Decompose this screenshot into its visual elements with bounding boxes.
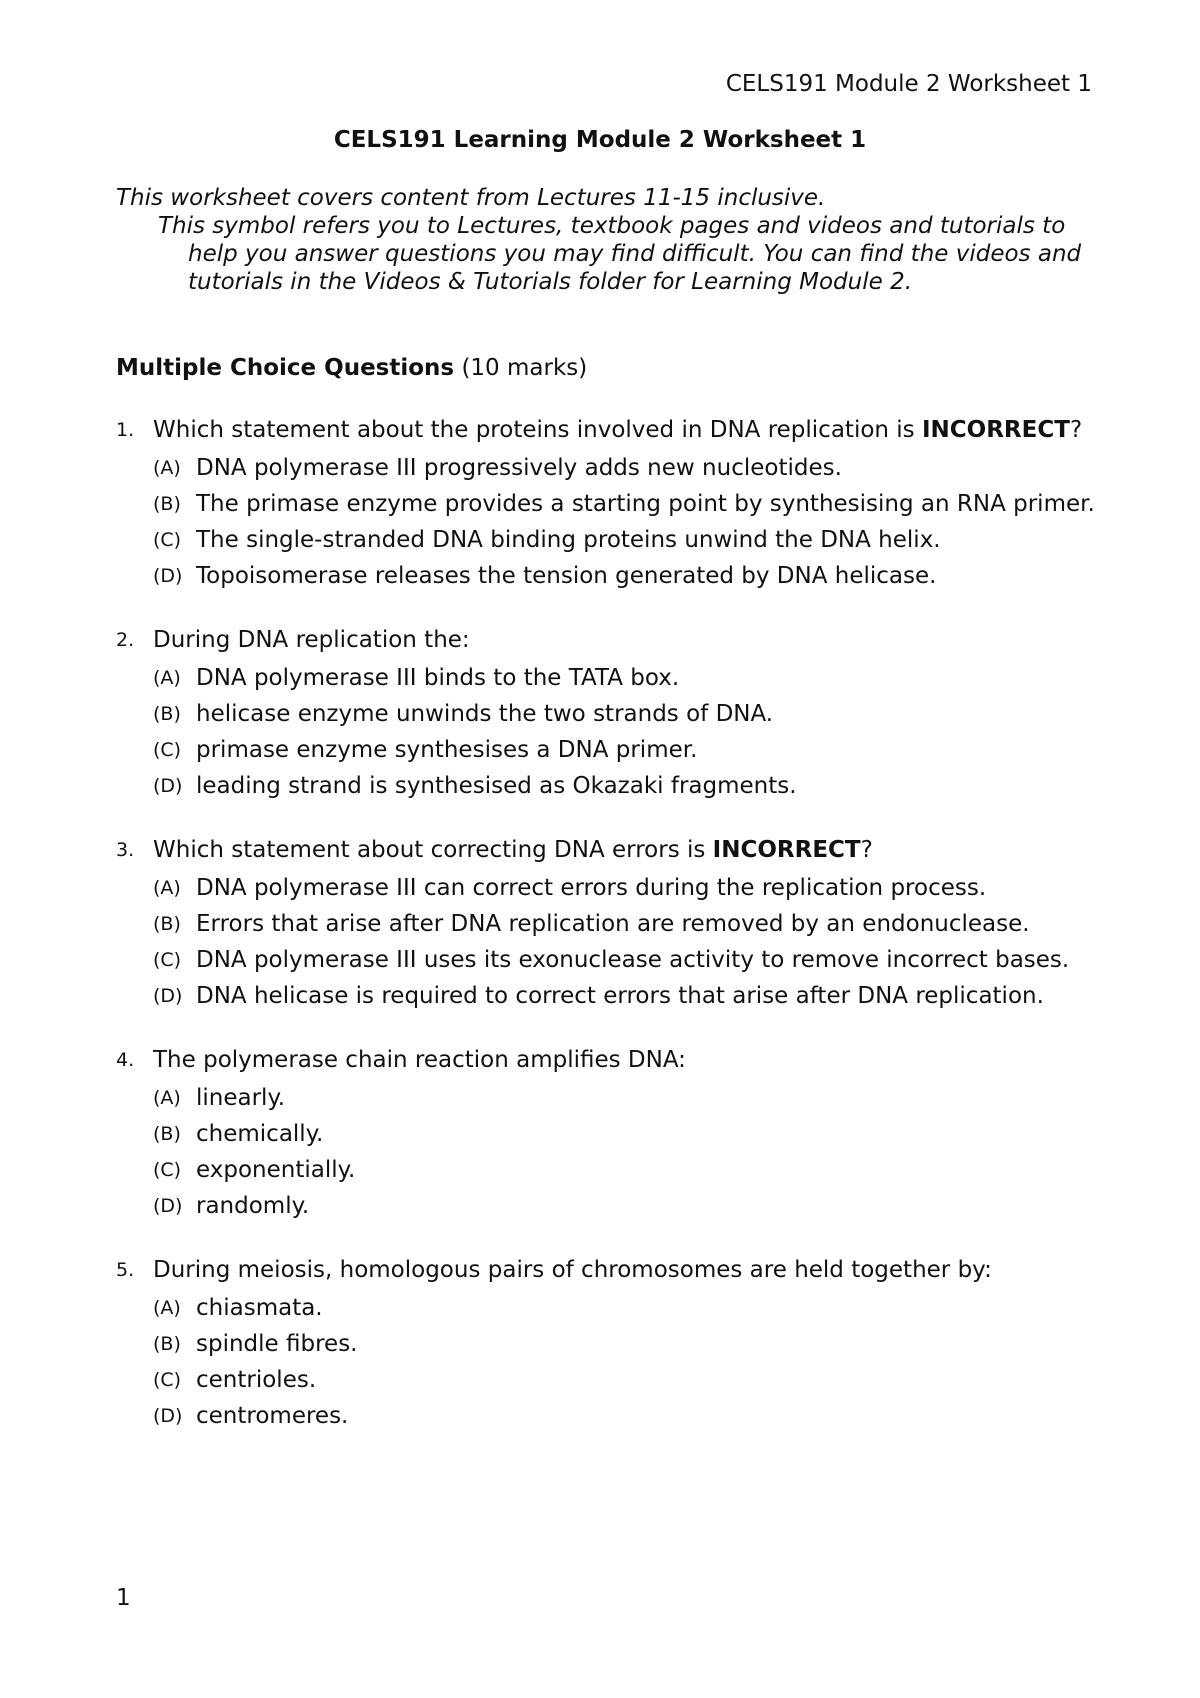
option-item [116,910,1106,938]
section-heading-label: Multiple Choice Questions [116,355,455,381]
option-item [116,454,1106,482]
question-item [116,626,1106,800]
question-item [116,1046,1106,1220]
option-text: chiasmata. [196,1295,323,1321]
option-letter: (B) [153,1123,181,1145]
question-item [116,416,1106,590]
running-header: CELS191 Module 2 Worksheet 1 [725,71,1092,97]
option-item [116,562,1106,590]
option-item [116,1366,1106,1394]
option-item [116,490,1106,518]
option-letter: (A) [153,1297,181,1319]
question-text [153,417,1082,443]
question-item [116,1256,1106,1430]
option-text: helicase enzyme unwinds the two strands of DNA. [196,701,774,727]
option-letter: (D) [153,775,183,797]
option-list [116,1294,1106,1430]
option-item [116,1156,1106,1184]
option-letter: (A) [153,667,181,689]
option-letter: (B) [153,493,181,515]
question-stem [116,626,1106,655]
option-text: Topoisomerase releases the tension generated by DNA helicase. [196,563,937,589]
intro-block [116,184,1106,296]
option-list [116,664,1106,800]
option-item [116,700,1106,728]
question-text-part: During meiosis, homologous pairs of chromosomes are held together by: [153,1257,992,1283]
option-letter: (B) [153,1333,181,1355]
option-letter: (C) [153,529,182,551]
question-emphasis: INCORRECT [712,837,861,863]
question-number: 2. [116,629,135,651]
question-number: 5. [116,1259,135,1281]
option-text: DNA polymerase III binds to the TATA box. [196,665,680,691]
document-title: CELS191 Learning Module 2 Worksheet 1 [333,127,867,153]
question-text-part: The polymerase chain reaction amplifies DNA: [153,1047,686,1073]
option-letter: (B) [153,703,181,725]
question-stem [116,416,1106,445]
question-text [153,1047,686,1073]
option-letter: (D) [153,1405,183,1427]
question-stem [116,836,1106,865]
option-list [116,874,1106,1010]
option-text: DNA polymerase III uses its exonuclease activity to remove incorrect bases. [196,947,1070,973]
option-item [116,1294,1106,1322]
question-text [153,627,470,653]
option-text: centromeres. [196,1403,349,1429]
option-text: Errors that arise after DNA replication are removed by an endonuclease. [196,911,1030,937]
option-list [116,1084,1106,1220]
option-letter: (A) [153,877,181,899]
option-letter: (A) [153,1087,181,1109]
option-text: spindle fibres. [196,1331,358,1357]
option-item [116,1330,1106,1358]
page-number: 1 [116,1585,131,1611]
option-text: The single-stranded DNA binding proteins unwind the DNA helix. [196,527,941,553]
question-item [116,836,1106,1010]
option-item [116,982,1106,1010]
option-letter: (A) [153,457,181,479]
section-heading [116,354,587,382]
option-letter: (D) [153,565,183,587]
option-letter: (C) [153,739,182,761]
option-letter: (D) [153,1195,183,1217]
option-item [116,1402,1106,1430]
reference-note-text: This symbol refers you to Lectures, textbook pages and videos and tutorials to help you answer questions you may find difficult. You can find the videos and tutorials in the Videos & Tutorials folder for Learning Module 2. [158,213,1082,295]
question-text-part: Which statement about correcting DNA errors is [153,837,713,863]
option-letter: (C) [153,949,182,971]
option-item [116,664,1106,692]
section-marks: (10 marks) [461,355,588,381]
option-item [116,772,1106,800]
question-number: 1. [116,419,135,441]
option-text: chemically. [196,1121,324,1147]
option-item [116,526,1106,554]
question-number: 4. [116,1049,135,1071]
question-text-part: Which statement about the proteins involved in DNA replication is [153,417,922,443]
question-text [153,1257,992,1283]
option-letter: (C) [153,1369,182,1391]
option-item [116,946,1106,974]
option-item [116,1192,1106,1220]
question-number: 3. [116,839,135,861]
option-letter: (D) [153,985,183,1007]
question-list [116,416,1106,1466]
option-text: DNA polymerase III progressively adds new nucleotides. [196,455,842,481]
question-text-part: During DNA replication the: [153,627,470,653]
question-text-part: ? [1069,417,1083,443]
option-text: DNA polymerase III can correct errors during the replication process. [196,875,987,901]
option-item [116,874,1106,902]
option-list [116,454,1106,590]
option-letter: (C) [153,1159,182,1181]
option-item [116,736,1106,764]
option-text: exponentially. [196,1157,356,1183]
option-text: randomly. [196,1193,310,1219]
question-stem [116,1256,1106,1285]
option-text: linearly. [196,1085,286,1111]
option-text: leading strand is synthesised as Okazaki fragments. [196,773,797,799]
question-stem [116,1046,1106,1075]
option-item [116,1120,1106,1148]
question-text [153,837,873,863]
option-letter: (B) [153,913,181,935]
question-text-part: ? [860,837,873,863]
option-text: primase enzyme synthesises a DNA primer. [196,737,698,763]
reference-note [116,212,1106,296]
question-emphasis: INCORRECT [921,417,1070,443]
option-text: centrioles. [196,1367,317,1393]
option-text: DNA helicase is required to correct errors that arise after DNA replication. [196,983,1044,1009]
option-item [116,1084,1106,1112]
option-text: The primase enzyme provides a starting point by synthesising an RNA primer. [196,491,1095,517]
coverage-text: This worksheet covers content from Lectures 11-15 inclusive. [116,185,826,211]
